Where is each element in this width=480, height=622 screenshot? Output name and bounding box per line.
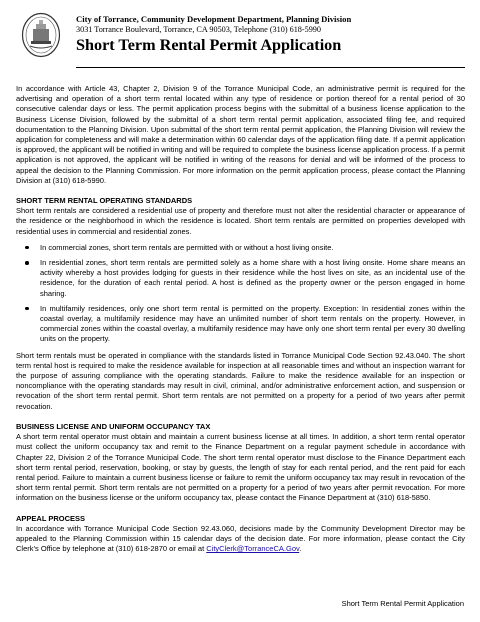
list-item: In multifamily residences, only one short term rental is permitted on the property. Exception: In residential zones within the coastal overlay, a multifamily residence may have an unlimited number of short term rentals on the property. However, in commercial zones within the coastal overlay, a multifamily residence may have only one short term rental per every 30 dwelling units on the property. (16, 304, 465, 345)
department-name: City of Torrance, Community Development Department, Planning Division (76, 14, 352, 24)
license-paragraph: A short term rental operator must obtain and maintain a current business license at all times. In addition, a short term rental operator must collect the uniform occupancy tax and remit to the Finance Department on a regular payment schedule in accordance with Chapter 22, Division 2 of the Torrance Municipal Code. The short term rental operator must disclose to the Finance Department each short term rental period, reservation, booking, or stay by guests, the length of stay for each rental period, and the rent paid for each rental period. Failure to maintain a current business license or failure to remit the uniform occupancy tax may result in revocation of the short term rental permit. Short term rentals are not permitted on a property for a period of two years after permit revocation. For more information on the business license or the uniform occupancy tax, please contact the Finance Department at (310) 618-5850. (16, 432, 465, 503)
intro-paragraph: In accordance with Article 43, Chapter 2, Division 9 of the Torrance Municipal Code, an administrative permit is required for the advertising and operation of a short term rental located within any type of residence or portion thereof for a rental period of 30 consecutive calendar days or less. The permit application process begins with the submittal of a business license application to the Business License Division, followed by the submittal of a short term rental permit application, associated filing fee, and required documentation to the Planning Division. Upon submittal of the short term rental permit application, the Planning Division will review the application for completeness and will make a determination within 60 calendar days of the application filing date. If a permit application is approved, the applicant will be notified in writing and will be required to complete the business license application process. If a permit application is not approved, the applicant will be notified in writing of the reasons for denial and will be informed of the process to appeal the decision to the Planning Commission. For more information on the permit application process, please contact the Planning Division at (310) 618-5990. (16, 84, 465, 185)
appeal-heading: APPEAL PROCESS (16, 513, 86, 523)
city-seal-icon (21, 12, 61, 58)
appeal-paragraph: In accordance with Torrance Municipal Code Section 92.43.060, decisions made by the Community Development Director may be appealed to the Planning Commission within 15 calendar days of the decision date. For more information, please contact the City Clerk’s Office by telephone at (310) 618-2870 or email at CityClerk@TorranceCA.Gov. (16, 523, 465, 554)
page-footer: Short Term Rental Permit Application (341, 599, 464, 608)
standards-heading: SHORT TERM RENTAL OPERATING STANDARDS (16, 196, 193, 206)
standards-closing: Short term rentals must be operated in compliance with the standards listed in Torrance Municipal Code Section 92.43.040. The short term rental host is required to make the residence available for inspection at all reasonable times and without an inspection warrant for the purpose of assuring compliance with the operating standards. Failure to make the residence available for an inspection or noncompliance with the operating standards may result in civil, criminal, and/or administrative enforcement action, and suspension or revocation of the short term rental permit. Short term rentals are not permitted on a property for a period of two years after permit revocation. (16, 350, 465, 411)
standards-intro: Short term rentals are considered a residential use of property and therefore must not alter the residential character or appearance of the residence or the neighborhood in which the residence is located. Short term rentals are permitted on properties developed with residential uses in commercial and residential zones. (16, 206, 465, 236)
clerk-email-link[interactable]: CityClerk@TorranceCA.Gov (206, 544, 300, 554)
document-body (16, 84, 465, 554)
list-item: In residential zones, short term rentals are permitted solely as a home share with a host living onsite. Home share means an activity whereby a host provides lodging for guests in their residence while the host lives on site, as an incidental use of the residence, for the duration of each rental period. A host is defined as the property owner or the person engaged in home sharing. (16, 258, 465, 299)
license-heading: BUSINESS LICENSE AND UNIFORM OCCUPANCY TAX (16, 421, 211, 431)
page-title: Short Term Rental Permit Application (76, 36, 342, 54)
department-address: 3031 Torrance Boulevard, Torrance, CA 90503, Telephone (310) 618-5990 (76, 25, 321, 34)
letterhead (76, 14, 466, 55)
bullet-icon (25, 261, 29, 265)
bullet-icon (25, 307, 29, 311)
list-item: In commercial zones, short term rentals are permitted with or without a host living onsite. (16, 243, 465, 253)
header-divider (76, 67, 465, 68)
standards-list (16, 243, 465, 345)
bullet-icon (25, 246, 29, 250)
